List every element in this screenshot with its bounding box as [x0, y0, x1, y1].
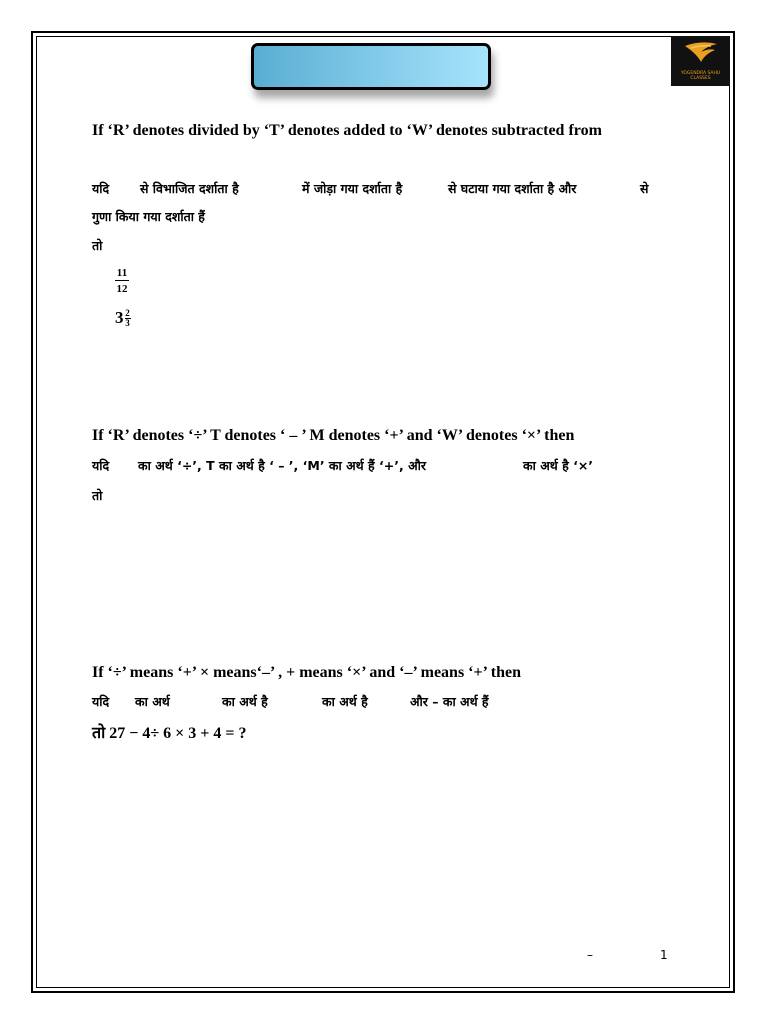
q3-expression: तो 27 − 4÷ 6 × 3 + 4 = ?	[92, 725, 247, 742]
fraction-numerator: 11	[116, 267, 128, 279]
q1-english-text: If ‘R’ denotes divided by ‘T’ denotes added to ‘W’ denotes subtracted from	[92, 122, 602, 139]
q2-hindi-word-1: यदि	[92, 458, 110, 473]
q2-hindi-line2: तो	[92, 488, 103, 503]
mixed-denominator: 3	[125, 317, 130, 328]
mixed-numerator: 2	[125, 307, 130, 318]
title-banner	[251, 43, 491, 90]
bird-logo-icon	[671, 36, 730, 70]
mixed-fraction	[125, 309, 131, 328]
q3-english-text: If ‘÷’ means ‘+’ × means‘–’ , + means ‘×’ and ‘–’ means ‘+’ then	[92, 664, 521, 681]
brand-logo	[671, 36, 730, 86]
logo-text: YOGENDRA SAHU CLASSES	[680, 71, 721, 81]
q1-option-mixed-number	[115, 308, 131, 328]
q1-option-fraction	[115, 267, 129, 295]
page-border-inner	[36, 36, 730, 988]
q1-hindi-word-2: से विभाजित दर्शाता है	[140, 181, 239, 196]
q2-hindi-word-3: का अर्थ है ‘×’	[523, 458, 594, 473]
q1-hindi-line3: तो	[92, 238, 103, 253]
footer-dash: –	[587, 948, 593, 962]
q3-hindi-word-5: और – का अर्थ हैं	[410, 694, 489, 709]
fraction-denominator: 12	[116, 283, 128, 295]
q1-hindi-word-3: में जोड़ा गया दर्शाता है	[302, 181, 403, 196]
fraction-bar	[115, 280, 129, 281]
q2-english-text: If ‘R’ denotes ‘÷’ T denotes ‘ – ’ M denotes ‘+’ and ‘W’ denotes ‘×’ then	[92, 427, 575, 444]
page-number: 1	[660, 948, 668, 962]
q1-hindi-line2: गुणा किया गया दर्शाता हैं	[92, 209, 205, 224]
q1-hindi-word-4: से घटाया गया दर्शाता है और	[448, 181, 577, 196]
q3-hindi-word-2: का अर्थ	[135, 694, 170, 709]
mixed-whole: 3	[115, 308, 124, 327]
q1-hindi-word-1: यदि	[92, 181, 110, 196]
q3-hindi-word-1: यदि	[92, 694, 110, 709]
q3-hindi-word-3: का अर्थ है	[222, 694, 268, 709]
q3-hindi-word-4: का अर्थ है	[322, 694, 368, 709]
q2-hindi-word-2: का अर्थ ‘÷’, T का अर्थ है ‘ – ’, ‘M’ का अर्थ हैं ‘+’, और	[138, 458, 426, 473]
q1-hindi-word-5: से	[640, 181, 649, 196]
